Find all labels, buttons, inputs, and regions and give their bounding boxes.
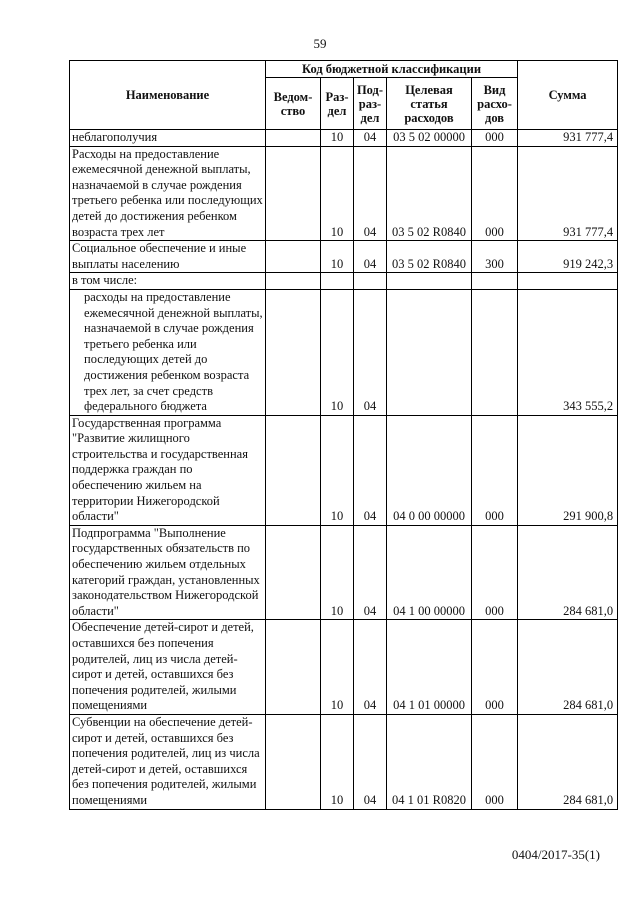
- row-name: Обеспечение детей-сирот и детей, оставшихся без попечения родителей, лиц из числа детей-сирот и детей, оставшихся без попечения родителей, жилыми помещениями: [70, 620, 266, 715]
- row-name: Расходы на предоставление ежемесячной денежной выплаты, назначаемой в случае рождения третьего ребенка или последующих детей до достижения ребенком возраста трех лет: [70, 146, 266, 241]
- row-target: [387, 289, 472, 415]
- row-sum: 291 900,8: [518, 415, 618, 525]
- row-sum: 931 777,4: [518, 146, 618, 241]
- row-target: 04 1 01 00000: [387, 620, 472, 715]
- header-classification-group: Код бюджетной классификации: [266, 61, 518, 78]
- row-sum: 931 777,4: [518, 130, 618, 147]
- table-row: [70, 620, 618, 715]
- row-vid: [472, 289, 518, 415]
- table-row: [70, 714, 618, 809]
- row-target: [387, 273, 472, 290]
- row-vedom: [266, 241, 321, 273]
- header-name: Наименование: [70, 61, 266, 130]
- row-vid: 300: [472, 241, 518, 273]
- row-name: Государственная программа "Развитие жилищного строительства и государственная поддержка граждан по обеспечению жильем на территории Нижегородской области": [70, 415, 266, 525]
- row-podrazdel: 04: [354, 146, 387, 241]
- row-vid: [472, 273, 518, 290]
- row-razdel: 10: [321, 620, 354, 715]
- row-podrazdel: 04: [354, 620, 387, 715]
- row-vedom: [266, 620, 321, 715]
- row-vid: 000: [472, 525, 518, 620]
- header-podrazdel: Под-раз-дел: [354, 78, 387, 130]
- row-name: Подпрограмма "Выполнение государственных обязательств по обеспечению жильем отдельных категорий граждан, установленных законодательством Нижегородской области": [70, 525, 266, 620]
- row-razdel: 10: [321, 130, 354, 147]
- table-row: [70, 415, 618, 525]
- row-sum: 284 681,0: [518, 714, 618, 809]
- header-vid: Вид расхо-дов: [472, 78, 518, 130]
- row-target: 03 5 02 R0840: [387, 241, 472, 273]
- row-sum: [518, 273, 618, 290]
- row-razdel: 10: [321, 525, 354, 620]
- row-vid: 000: [472, 620, 518, 715]
- header-sum: Сумма: [518, 61, 618, 130]
- row-razdel: 10: [321, 241, 354, 273]
- row-target: 03 5 02 R0840: [387, 146, 472, 241]
- row-vid: 000: [472, 415, 518, 525]
- row-razdel: 10: [321, 714, 354, 809]
- table-row: [70, 130, 618, 147]
- row-podrazdel: 04: [354, 130, 387, 147]
- row-target: 04 1 00 00000: [387, 525, 472, 620]
- row-sum: 919 242,3: [518, 241, 618, 273]
- page-number: 59: [313, 36, 327, 51]
- row-vedom: [266, 415, 321, 525]
- row-name: неблагополучия: [70, 130, 266, 147]
- row-razdel: 10: [321, 415, 354, 525]
- table-row: [70, 525, 618, 620]
- budget-table: [69, 60, 618, 810]
- table-row: [70, 273, 618, 290]
- row-vid: 000: [472, 714, 518, 809]
- row-podrazdel: 04: [354, 289, 387, 415]
- row-razdel: 10: [321, 146, 354, 241]
- table-row: [70, 241, 618, 273]
- row-name: Субвенции на обеспечение детей-сирот и детей, оставшихся без попечения родителей, лиц из числа детей-сирот и детей, оставшихся без попечения родителей, жилыми помещениями: [70, 714, 266, 809]
- header-vedom: Ведом-ство: [266, 78, 321, 130]
- header-razdel: Раз-дел: [321, 78, 354, 130]
- row-vedom: [266, 714, 321, 809]
- document-code: 0404/2017-35(1): [511, 847, 600, 862]
- row-name: Социальное обеспечение и иные выплаты населению: [70, 241, 266, 273]
- row-target: 04 0 00 00000: [387, 415, 472, 525]
- row-podrazdel: 04: [354, 415, 387, 525]
- table-row: [70, 146, 618, 241]
- header-target: Целевая статья расходов: [387, 78, 472, 130]
- row-name: расходы на предоставление ежемесячной денежной выплаты, назначаемой в случае рождения третьего ребенка или последующих детей до достижения ребенком возраста трех лет, за счет средств федерального бюджета: [70, 289, 266, 415]
- row-target: 04 1 01 R0820: [387, 714, 472, 809]
- row-vedom: [266, 273, 321, 290]
- row-vedom: [266, 289, 321, 415]
- table-row: [70, 289, 618, 415]
- row-vid: 000: [472, 130, 518, 147]
- row-sum: 343 555,2: [518, 289, 618, 415]
- row-podrazdel: 04: [354, 714, 387, 809]
- row-podrazdel: 04: [354, 241, 387, 273]
- row-name: в том числе:: [70, 273, 266, 290]
- row-razdel: [321, 273, 354, 290]
- row-vedom: [266, 130, 321, 147]
- row-vedom: [266, 525, 321, 620]
- row-target: 03 5 02 00000: [387, 130, 472, 147]
- row-podrazdel: [354, 273, 387, 290]
- row-sum: 284 681,0: [518, 620, 618, 715]
- row-razdel: 10: [321, 289, 354, 415]
- row-sum: 284 681,0: [518, 525, 618, 620]
- row-vedom: [266, 146, 321, 241]
- row-vid: 000: [472, 146, 518, 241]
- row-podrazdel: 04: [354, 525, 387, 620]
